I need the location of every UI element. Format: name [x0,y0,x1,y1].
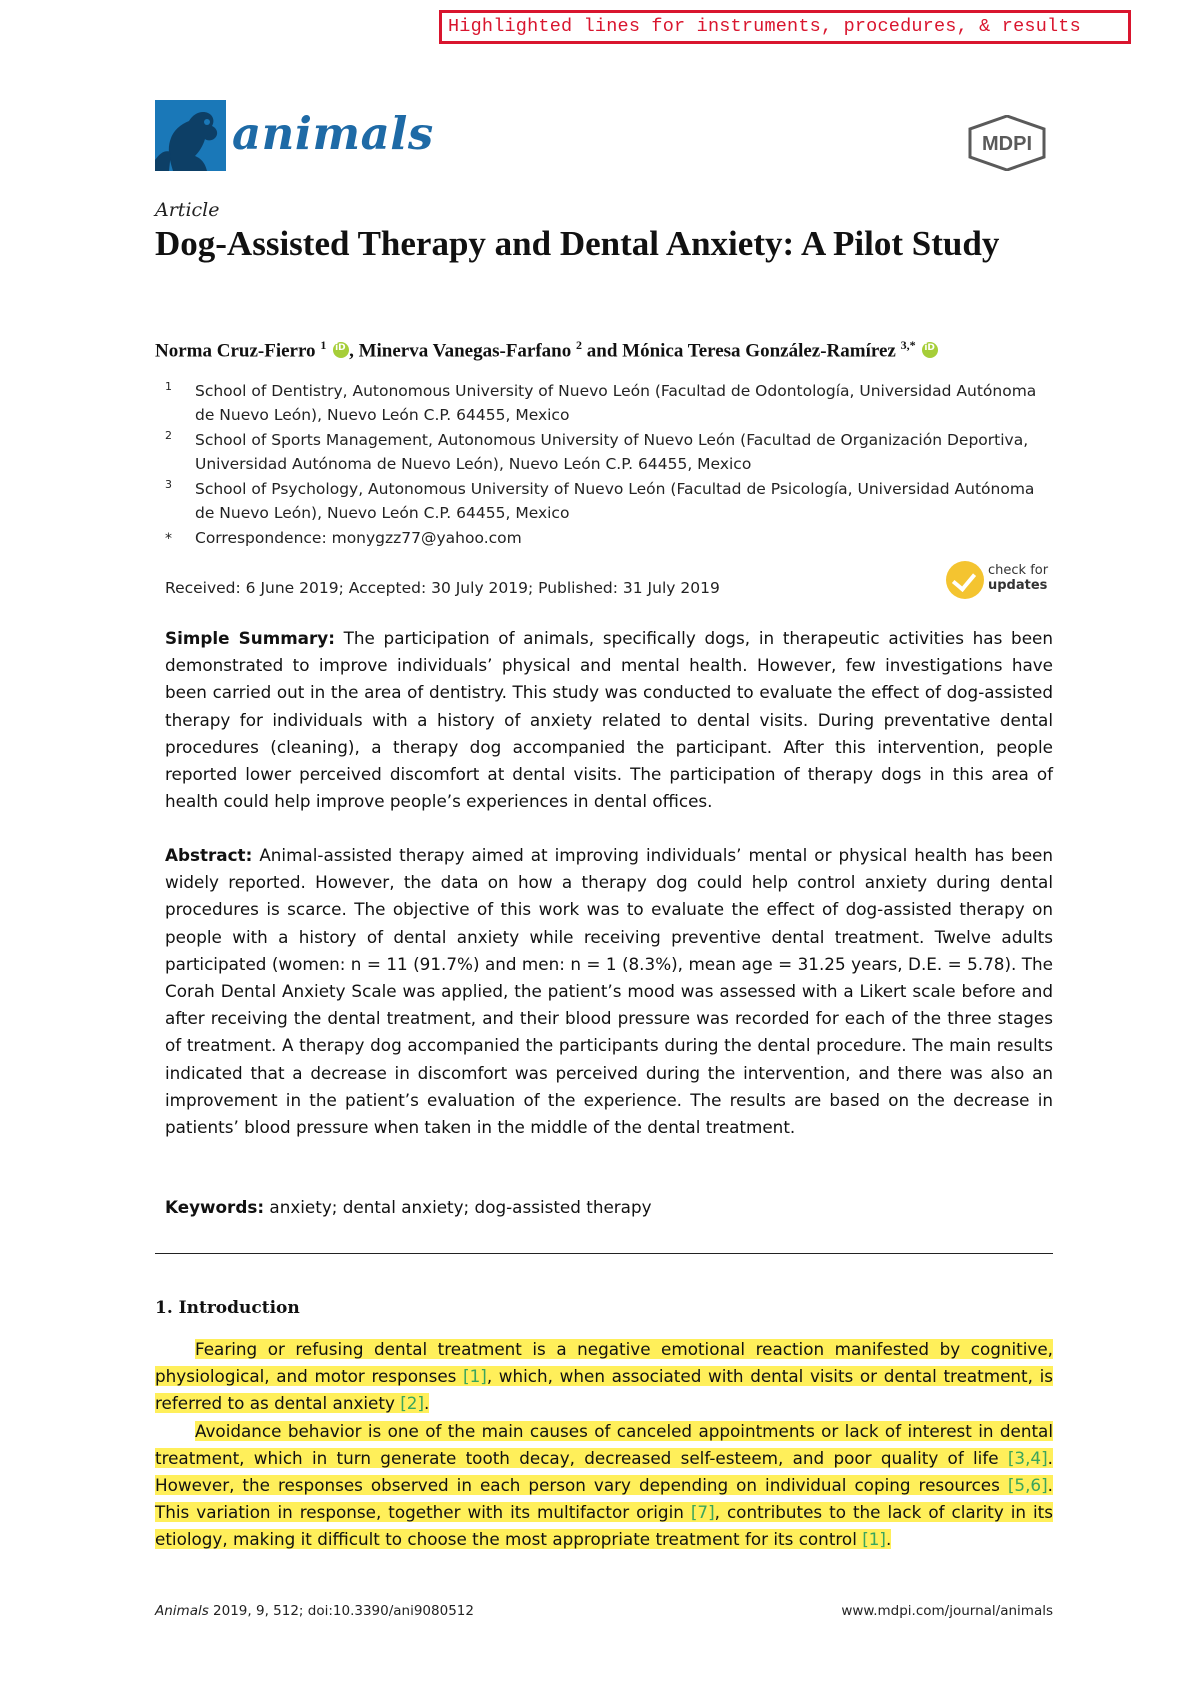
citation-link[interactable]: [3,4] [1007,1447,1048,1468]
orcid-icon[interactable] [333,342,349,358]
mdpi-hexagon-icon[interactable] [964,115,1051,171]
highlighted-text: , which, when associated with dental visits or dental treatment, is referred to as dental anxiety [155,1366,1054,1414]
footer-citation [155,1603,474,1619]
highlight-annotation-box: Highlighted lines for instruments, procedures, & results [439,10,1131,44]
check-for-updates-label: check for updates [988,563,1049,593]
author-affil-marker: 3,* [900,338,916,352]
affiliation-item [155,477,1055,525]
abstract-text: Animal-assisted therapy aimed at improving individuals’ mental or physical health has been widely reported. However, the data on how a therapy dog could help control anxiety during dental procedures is scarce. The objective of this work was to evaluate the effect of dog-assisted therapy on people with a history of dental anxiety while receiving preventive dental treatment. Twelve adults participated (women: n = 11 (91.7%) and men: n = 1 (8.3%), mean age = 31.25 years, D.E. = 5.78). The Corah Dental Anxiety Scale was applied, the patient’s mood was assessed with a Likert scale before and after receiving the dental treatment, and their blood pressure was recorded for each of the three stages of treatment. A therapy dog accompanied the participants during the dental procedure. The main results indicated that a decrease in discomfort was perceived during the intervention, and there was also an improvement in the patient’s evaluation of the experience. The results are based on the decrease in patients’ blood pressure when taken in the middle of the dental treatment. [165,845,1053,1138]
journal-name[interactable]: animals [232,107,434,160]
affiliation-number: 2 [165,429,172,442]
highlighted-text: . [885,1529,892,1550]
author-affil-marker: 2 [576,338,582,352]
affiliation-item [155,526,1055,550]
introduction-paragraph [155,1418,1053,1554]
affiliation-text: School of Dentistry, Autonomous University of Nuevo León (Facultad de Odontología, Universidad Autónoma de Nuevo León), Nuevo León C.P. 64455, Mexico [195,382,1037,424]
affiliation-text: School of Sports Management, Autonomous University of Nuevo León (Facultad de Organización Deportiva, Universidad Autónoma de Nuevo León), Nuevo León C.P. 64455, Mexico [195,431,1029,473]
affiliation-text: School of Psychology, Autonomous University of Nuevo León (Facultad de Psicología, Universidad Autónoma de Nuevo León), Nuevo León C.P. 64455, Mexico [195,480,1035,522]
citation-link[interactable]: [1] [862,1529,886,1550]
affiliation-number: * [165,531,172,547]
affiliation-number: 1 [165,380,172,393]
citation-link[interactable]: [1] [463,1366,487,1387]
author-separator: , [349,340,359,362]
highlighted-text: Fearing or refusing dental treatment is a negative emotional reaction manifested by cognitive, physiological, and motor responses [155,1339,1053,1387]
keywords-label: Keywords: [165,1197,265,1217]
journal-logo-icon[interactable] [155,100,226,171]
affiliation-item [155,428,1055,476]
author-name[interactable]: Mónica Teresa González-Ramírez [622,340,896,362]
citation-link[interactable]: [5,6] [1007,1475,1048,1496]
author-name[interactable]: Minerva Vanegas-Farfano [358,340,572,362]
affiliation-item [155,379,1055,427]
footer-journal-url[interactable]: www.mdpi.com/journal/animals [841,1603,1053,1619]
simple-summary [165,625,1053,815]
check-mark-icon [946,561,984,599]
monkey-silhouette-icon [155,100,226,171]
correspondence-email[interactable]: Correspondence: monygzz77@yahoo.com [195,529,522,547]
highlighted-text: Avoidance behavior is one of the main causes of canceled appointments or lack of interest in dental treatment, which in turn generate tooth decay, decreased self-esteem, and poor quality of life [155,1420,1053,1468]
keywords [165,1194,1053,1221]
highlighted-text: . [424,1393,430,1414]
simple-summary-label: Simple Summary: [165,628,335,648]
introduction-paragraph [155,1336,1053,1418]
abstract [165,842,1053,1141]
author-affil-marker: 1 [320,338,327,352]
citation-link[interactable]: [2] [400,1393,425,1414]
check-for-updates-button[interactable] [946,561,1061,603]
abstract-label: Abstract: [165,845,253,865]
footer-journal: Animals [155,1603,209,1619]
author-name[interactable]: Norma Cruz-Fierro [155,340,316,362]
highlighted-text: . However, the responses observed in each person vary depending on individual coping resources [155,1447,1053,1496]
affiliation-list [155,379,1055,551]
article-type: Article [155,199,220,221]
section-heading-introduction: 1. Introduction [155,1298,300,1318]
highlighted-text: , contributes to the lack of clarity in its etiology, making it difficult to choose the most appropriate treatment for its control [155,1502,1053,1550]
introduction-body [155,1336,1053,1554]
publisher-name: MDPI [982,133,1032,155]
author-separator: and [582,340,623,362]
keywords-text: anxiety; dental anxiety; dog-assisted therapy [269,1197,652,1217]
orcid-icon[interactable] [922,342,938,358]
footer-citation-text: 2019, 9, 512; doi:10.3390/ani9080512 [208,1603,474,1619]
section-divider [155,1253,1053,1254]
publication-dates: Received: 6 June 2019; Accepted: 30 July 2019; Published: 31 July 2019 [165,579,720,597]
simple-summary-text: The participation of animals, specifically dogs, in therapeutic activities has been demonstrated to improve individuals’ physical and mental health. However, few investigations have been carried out in the area of dentistry. This study was conducted to evaluate the effect of dog-assisted therapy for individuals with a history of anxiety related to dental visits. During preventative dental procedures (cleaning), a therapy dog accompanied the participant. After this intervention, people reported lower perceived discomfort at dental visits. The participation of therapy dogs in this area of health could help improve people’s experiences in dental offices. [165,628,1053,812]
citation-link[interactable]: [7] [690,1502,715,1523]
author-list [155,338,938,362]
affiliation-number: 3 [165,478,172,491]
highlighted-text: . This variation in response, together with its multifactor origin [155,1475,1053,1523]
article-title: Dog-Assisted Therapy and Dental Anxiety: A Pilot Study [155,224,1000,263]
